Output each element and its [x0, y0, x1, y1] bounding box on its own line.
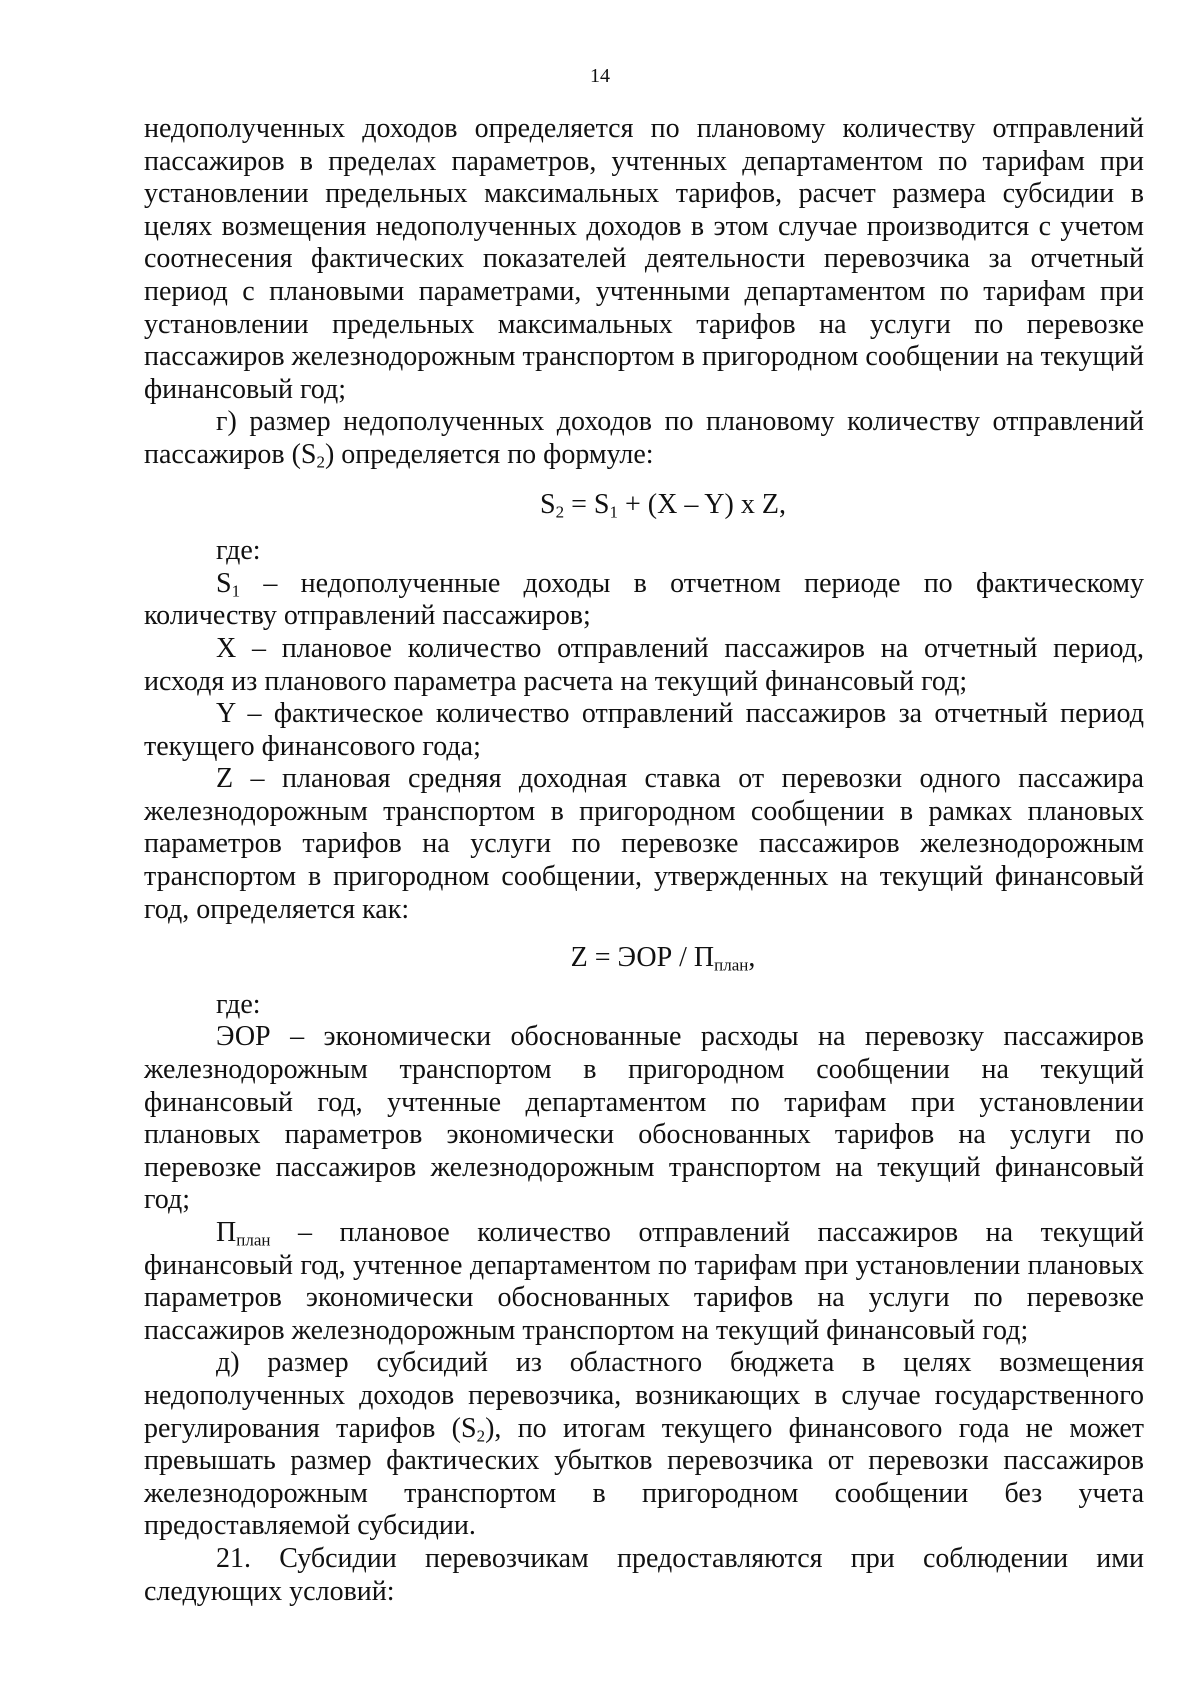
- paragraph-g-text: г) размер недополученных доходов по плановому количеству отправлений пассажиров (S: [144, 406, 1144, 470]
- subscript: 2: [476, 1425, 486, 1445]
- definition-eor: ЭОР – экономически обоснованные расходы на перевозку пассажиров железнодорожным транспортом в пригородном сообщении на текущий финансовый год, учтенные департаментом по тарифам при установлении плановых параметров экономически обоснованных тарифов на услуги по перевозке пассажиров железнодорожным транспортом на текущий финансовый год;: [144, 1021, 1144, 1216]
- formula-part: Z = ЭОР / П: [570, 942, 715, 974]
- definition-z: Z – плановая средняя доходная ставка от перевозки одного пассажира железнодорожным транспортом в пригородном сообщении в рамках плановых параметров тарифов на услуги по перевозке пассажиров железнодорожным транспортом в пригородном сообщении, утвержденных на текущий финансовый год, определяется как:: [144, 763, 1144, 925]
- paragraph-continuation: недополученных доходов определяется по плановому количеству отправлений пассажиров в пределах параметров, учтенных департаментом по тарифам при установлении предельных максимальных тарифов, расчет размера субсидии в целях возмещения недополученных доходов в этом случае производится с учетом соотнесения фактических показателей деятельности перевозчика за отчетный период с плановыми параметрами, учтенными департаментом по тарифам при установлении предельных максимальных тарифов на услуги по перевозке пассажиров железнодорожным транспортом в пригородном сообщении на текущий финансовый год;: [144, 113, 1144, 405]
- formula-part: S: [540, 488, 556, 520]
- subscript: план: [714, 955, 749, 975]
- formula-part: = S: [564, 488, 610, 520]
- formula-z: [144, 942, 1144, 975]
- page-number: 14: [590, 65, 610, 87]
- formula-s2: [144, 489, 1144, 522]
- symbol: S: [216, 567, 232, 599]
- paragraph-d: [144, 1347, 1144, 1543]
- where-label-2: где:: [216, 988, 261, 1020]
- formula-part: ,: [748, 942, 756, 974]
- paragraph-d-text-end: ), по итогам текущего финансового года не может превышать размер фактических убытков перевозчика от перевозки пассажиров железнодорожным транспортом в пригородном сообщении без учета предоставляемой субсидии.: [144, 1412, 1145, 1542]
- subscript: план: [236, 1230, 271, 1250]
- definition-text: – плановое количество отправлений пассажиров на текущий финансовый год, учтенное департаментом по тарифам при установлении плановых параметров экономически обоснованных тарифов на услуги по перевозке пассажиров железнодорожным транспортом на текущий финансовый год;: [144, 1217, 1144, 1346]
- definition-x: X – плановое количество отправлений пассажиров на отчетный период, исходя из планового параметра расчета на текущий финансовый год;: [144, 632, 1144, 697]
- definition-pplan: [144, 1217, 1144, 1347]
- subscript: 2: [316, 452, 325, 472]
- formula-part: + (X – Y) x Z,: [618, 488, 786, 520]
- definition-y: Y – фактическое количество отправлений пассажиров за отчетный период текущего финансового года;: [144, 698, 1144, 762]
- subscript: 2: [555, 501, 565, 521]
- document-body: [144, 113, 1144, 1608]
- paragraph-d-text: д) размер субсидий из областного бюджета в целях возмещения недополученных доходов перевозчика, возникающих в случае государственного регулирования тарифов (S: [144, 1347, 1144, 1444]
- where-label-1: где:: [216, 535, 261, 567]
- definition-s1: [144, 568, 1144, 633]
- paragraph-g-text-end: ) определяется по формуле:: [324, 438, 654, 470]
- paragraph-21: 21. Субсидии перевозчикам предоставляются при соблюдении ими следующих условий:: [144, 1542, 1144, 1607]
- symbol: П: [216, 1217, 237, 1248]
- paragraph-g: [144, 406, 1144, 471]
- definition-text: – недополученные доходы в отчетном периоде по фактическому количеству отправлений пассажиров;: [144, 567, 1144, 632]
- subscript: 1: [231, 580, 241, 600]
- subscript: 1: [609, 501, 618, 521]
